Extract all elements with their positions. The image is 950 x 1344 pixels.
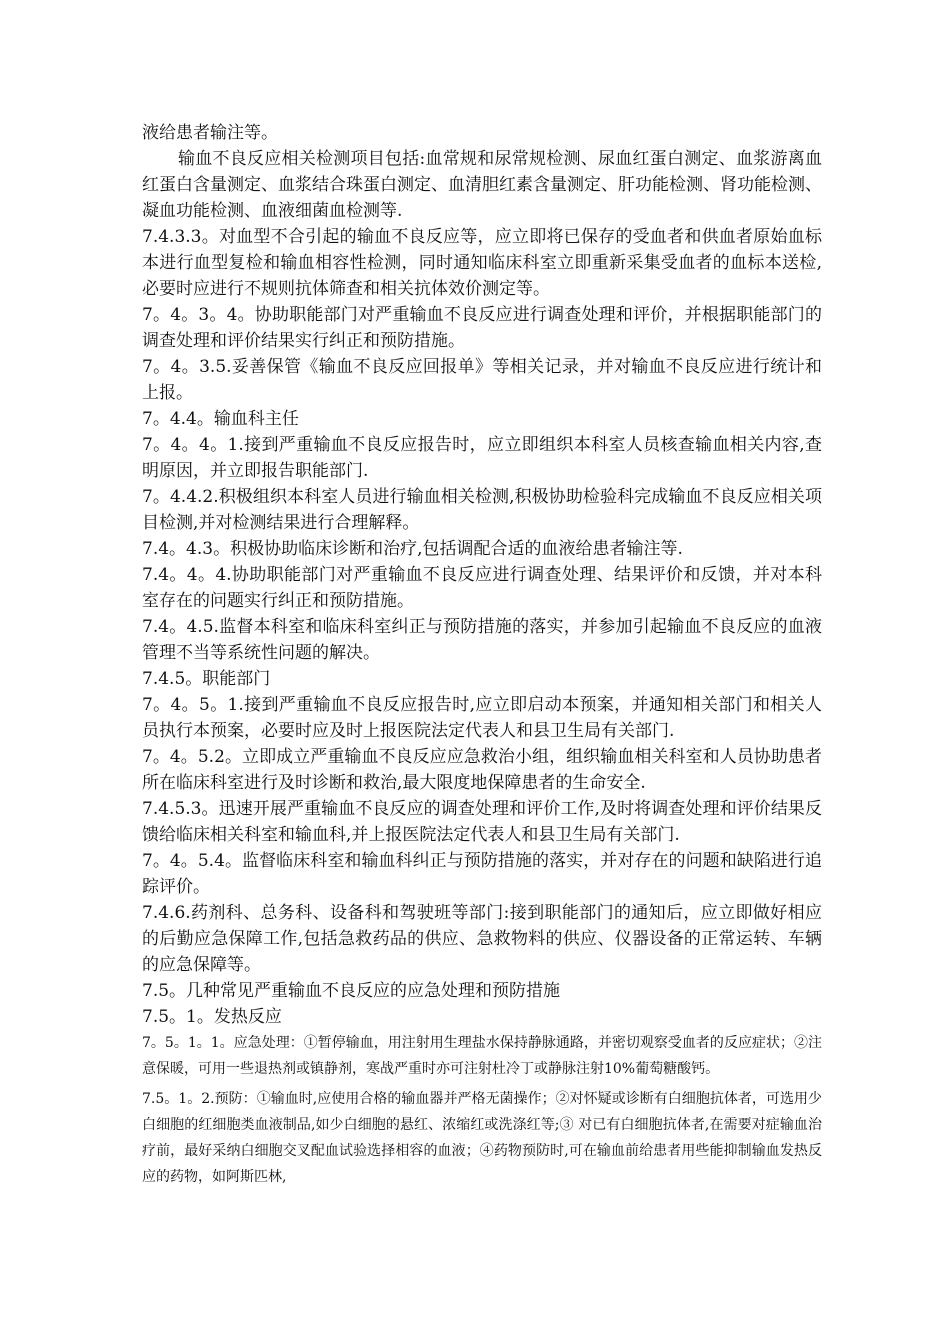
paragraph-continuation: 液给患者输注等。 bbox=[142, 123, 278, 143]
paragraph-7-4-5-2: 7。4。5.2。立即成立严重输血不良反应应急救治小组，组织输血相关科室和人员协助患者所在临床科室进行及时诊断和救治,最大限度地保障患者的生命安全. bbox=[142, 747, 822, 793]
paragraph-7-4-6: 7.4.6.药剂科、总务科、设备科和驾驶班等部门:接到职能部门的通知后，应立即做好相应的后勤应急保障工作,包括急救药品的供应、急救物料的供应、仪器设备的正常运转、车辆的应急保障等。 bbox=[142, 903, 822, 975]
heading-7-5-1: 7.5。1。发热反应 bbox=[142, 1007, 282, 1027]
paragraph-7-4-4-1: 7。4。4。1.接到严重输血不良反应报告时，应立即组织本科室人员核查输血相关内容,查明原因，并立即报告职能部门. bbox=[142, 435, 822, 481]
paragraph-7-4-5-1: 7。4。5。1.接到严重输血不良反应报告时,应立即启动本预案，并通知相关部门和相关人员执行本预案，必要时应及时上报医院法定代表人和县卫生局有关部门. bbox=[142, 695, 822, 741]
paragraph-7-4-4-3: 7.4。4.3。积极协助临床诊断和治疗,包括调配合适的血液给患者输注等. bbox=[142, 539, 683, 559]
paragraph-test-items: 输血不良反应相关检测项目包括:血常规和尿常规检测、尿血红蛋白测定、血浆游离血红蛋白含量测定、血浆结合珠蛋白测定、血清胆红素含量测定、肝功能检测、肾功能检测、凝血功能检测、血液细菌血检测等. bbox=[142, 149, 822, 221]
paragraph-7-4-3-3: 7.4.3.3。对血型不合引起的输血不良反应等，应立即将已保存的受血者和供血者原始血标本进行血型复检和输血相容性检测，同时通知临床科室立即重新采集受血者的血标本送检,必要时应进行不规则抗体筛查和相关抗体效价测定等。 bbox=[142, 227, 822, 299]
paragraph-7-4-3-5: 7。4。3.5.妥善保管《输血不良反应回报单》等相关记录，并对输血不良反应进行统计和上报。 bbox=[142, 357, 822, 403]
paragraph-7-4-3-4: 7。4。3。4。协助职能部门对严重输血不良反应进行调查处理和评价，并根据职能部门的调查处理和评价结果实行纠正和预防措施。 bbox=[142, 305, 822, 351]
heading-7-4-4: 7。4.4。输血科主任 bbox=[142, 409, 299, 429]
paragraph-7-4-4-5: 7.4。4.5.监督本科室和临床科室纠正与预防措施的落实，并参加引起输血不良反应的血液管理不当等系统性问题的解决。 bbox=[142, 617, 822, 663]
paragraph-7-4-4-4: 7.4。4。4.协助职能部门对严重输血不良反应进行调查处理、结果评价和反馈，并对本科室存在的问题实行纠正和预防措施。 bbox=[142, 565, 822, 611]
heading-7-5: 7.5。几种常见严重输血不良反应的应急处理和预防措施 bbox=[142, 981, 561, 1001]
paragraph-7-4-5-3: 7.4.5.3。迅速开展严重输血不良反应的调查处理和评价工作,及时将调查处理和评价结果反馈给临床相关科室和输血科,并上报医院法定代表人和县卫生局有关部门. bbox=[142, 799, 822, 845]
document-page bbox=[142, 120, 822, 1190]
heading-7-4-5: 7.4.5。职能部门 bbox=[142, 669, 271, 689]
paragraph-7-5-1-2: 7.5。1。2.预防：①输血时,应使用合格的输血器并严格无菌操作；②对怀疑或诊断有白细胞抗体者，可选用少白细胞的红细胞类血液制品,如少白细胞的悬红、浓缩红或洗涤红等;③ 对已有白细胞抗体者,在需要对症输血治疗前，最好采纳白细胞交叉配血试验选择相容的血液；④药物预防时,可在输血前给患者用些能抑制输血发热反应的药物，如阿斯匹林, bbox=[142, 1091, 822, 1185]
paragraph-7-5-1-1: 7。5。1。1。应急处理：①暂停输血，用注射用生理盐水保持静脉通路，并密切观察受血者的反应症状；②注意保暖，可用一些退热剂或镇静剂，寒战严重时亦可注射杜冷丁或静脉注射10%葡萄糖酸钙。 bbox=[142, 1035, 822, 1077]
paragraph-7-4-4-2: 7。4.4.2.积极组织本科室人员进行输血相关检测,积极协助检验科完成输血不良反应相关项目检测,并对检测结果进行合理解释。 bbox=[142, 487, 822, 533]
paragraph-7-4-5-4: 7。4。5.4。监督临床科室和输血科纠正与预防措施的落实，并对存在的问题和缺陷进行追踪评价。 bbox=[142, 851, 822, 897]
